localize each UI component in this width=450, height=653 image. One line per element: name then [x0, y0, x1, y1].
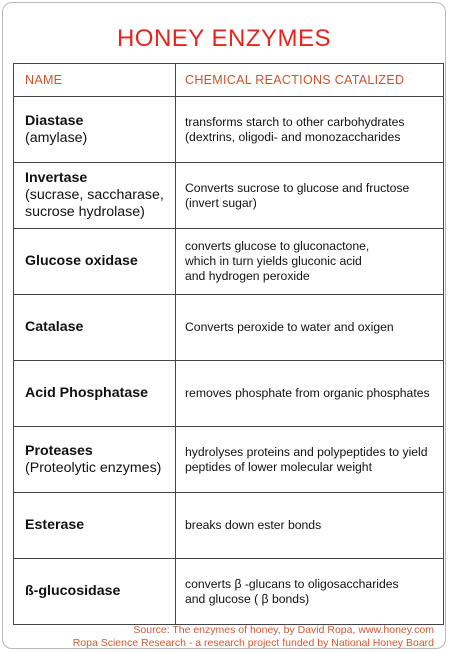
column-header-name: NAME: [14, 64, 176, 97]
reaction-line: hydrolyses proteins and polypeptides to yield: [185, 444, 428, 459]
reaction-cell: [176, 493, 444, 559]
reaction-line: (dextrins, oligodi- and monozaccharides: [185, 129, 401, 144]
reaction-cell: [176, 229, 444, 295]
enzyme-name: Esterase: [25, 517, 85, 533]
enzyme-name-cell: [14, 229, 176, 295]
reaction-line: Converts peroxide to water and oxigen: [185, 320, 394, 334]
enzyme-name-cell: [14, 163, 176, 229]
reaction-cell: [176, 559, 444, 625]
reaction-line: removes phosphate from organic phosphates: [185, 386, 430, 400]
reaction-line: converts β -glucans to oligosaccharides: [185, 576, 399, 591]
enzyme-name: Catalase: [25, 319, 84, 335]
reaction-cell: [176, 97, 444, 163]
enzyme-name: Invertase: [25, 170, 88, 186]
enzyme-alt-name: sucrose hydrolase): [25, 204, 145, 220]
enzyme-name: ß-glucosidase: [25, 583, 121, 599]
table-row: [14, 97, 444, 163]
enzyme-name-cell: [14, 427, 176, 493]
enzyme-name-cell: [14, 493, 176, 559]
enzyme-alt-name: (amylase): [25, 129, 88, 146]
reaction-line: converts glucose to gluconactone,: [185, 239, 370, 253]
enzyme-alt-name: (sucrase, saccharase,: [25, 187, 164, 203]
enzyme-name: Diastase: [25, 112, 84, 129]
enzyme-name-cell: [14, 361, 176, 427]
reaction-line: breaks down ester bonds: [185, 518, 322, 532]
table-row: [14, 559, 444, 625]
reaction-line: which in turn yields gluconic acid: [185, 254, 362, 268]
enzyme-name-cell: [14, 97, 176, 163]
enzyme-table: [13, 63, 444, 625]
source-note: [73, 624, 434, 650]
source-line: Ropa Science Research - a research project funded by National Honey Board: [72, 637, 434, 649]
enzyme-card: [2, 2, 446, 649]
enzyme-alt-name: (Proteolytic enzymes): [25, 459, 162, 476]
enzyme-name: Proteases: [25, 442, 93, 459]
reaction-cell: [176, 295, 444, 361]
enzyme-name: Glucose oxidase: [25, 253, 138, 269]
reaction-line: peptides of lower molecular weight: [185, 459, 372, 474]
reaction-line: and glucose ( β bonds): [185, 591, 310, 606]
table-row: [14, 361, 444, 427]
enzyme-name-cell: [14, 295, 176, 361]
table-row: [14, 493, 444, 559]
column-header-reactions: CHEMICAL REACTIONS CATALIZED: [176, 64, 444, 97]
reaction-cell: [176, 427, 444, 493]
reaction-line: and hydrogen peroxide: [185, 269, 310, 283]
table-row: [14, 163, 444, 229]
reaction-line: (invert sugar): [185, 195, 257, 210]
table-row: [14, 427, 444, 493]
table-header-row: [14, 64, 444, 97]
source-line: Source: The enzymes of honey, by David Ropa, www.honey.com: [133, 624, 434, 636]
reaction-cell: [176, 361, 444, 427]
reaction-line: transforms starch to other carbohydrates: [185, 114, 405, 129]
table-row: [14, 295, 444, 361]
page-title: HONEY ENZYMES: [116, 25, 332, 52]
table-row: [14, 229, 444, 295]
reaction-cell: [176, 163, 444, 229]
enzyme-name-cell: [14, 559, 176, 625]
enzyme-name: Acid Phosphatase: [25, 385, 148, 401]
reaction-line: Converts sucrose to glucose and fructose: [185, 180, 410, 195]
